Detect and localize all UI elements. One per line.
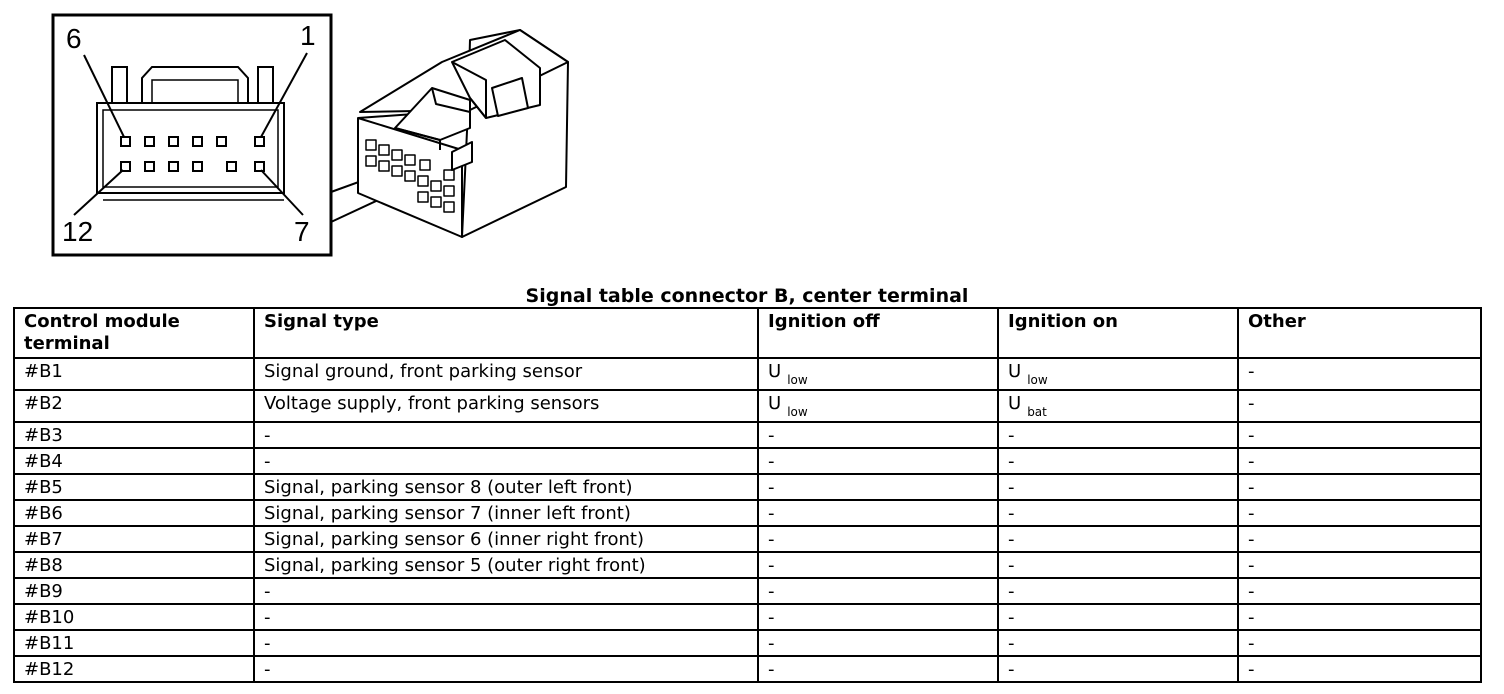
cell-signal: - [254,422,758,448]
cell-other: - [1238,448,1481,474]
cell-other: - [1238,630,1481,656]
cell-ignition-off: - [758,448,998,474]
header-ignition-off: Ignition off [758,308,998,358]
table-row [14,604,1481,630]
cell-other: - [1238,474,1481,500]
cell-terminal: #B12 [14,656,254,682]
pin-label-6: 6 [66,23,82,54]
value-subscript: low [1027,373,1048,387]
cell-signal: - [254,578,758,604]
cell-signal: Voltage supply, front parking sensors [254,390,758,422]
cell-ignition-off: - [758,552,998,578]
cell-ignition-off: - [758,422,998,448]
table-row [14,390,1481,422]
cell-signal: - [254,630,758,656]
table-row [14,578,1481,604]
pin-label-7: 7 [294,216,310,247]
cell-ignition-off: - [758,656,998,682]
cell-terminal: #B10 [14,604,254,630]
cell-terminal: #B5 [14,474,254,500]
cell-terminal: #B2 [14,390,254,422]
cell-signal: Signal, parking sensor 5 (outer right front) [254,552,758,578]
cell-ignition-on [998,358,1238,390]
cell-ignition-on: - [998,630,1238,656]
cell-ignition-off: - [758,526,998,552]
table-title: Signal table connector B, center terminal [525,285,969,307]
signal-table [13,307,1482,683]
cell-signal: - [254,656,758,682]
pin-label-12: 12 [62,216,94,247]
connector-3d-view [358,30,568,237]
cell-terminal: #B8 [14,552,254,578]
cell-ignition-on: - [998,422,1238,448]
table-header-row [14,308,1481,358]
table-row [14,552,1481,578]
cell-ignition-on: - [998,604,1238,630]
cell-signal: - [254,448,758,474]
cell-terminal: #B1 [14,358,254,390]
cell-terminal: #B3 [14,422,254,448]
connector-figure [0,0,620,270]
cell-ignition-on: - [998,656,1238,682]
value-symbol: U [768,393,782,414]
table-row [14,422,1481,448]
cell-other: - [1238,552,1481,578]
cell-signal: Signal, parking sensor 8 (outer left front) [254,474,758,500]
cell-ignition-on: - [998,578,1238,604]
cell-ignition-off: - [758,578,998,604]
value-symbol: U [768,361,782,382]
header-signal-type: Signal type [254,308,758,358]
cell-ignition-off: - [758,604,998,630]
cell-other: - [1238,390,1481,422]
cell-other: - [1238,526,1481,552]
header-ignition-on: Ignition on [998,308,1238,358]
table-row [14,526,1481,552]
cell-ignition-off [758,358,998,390]
cell-other: - [1238,422,1481,448]
cell-ignition-off: - [758,630,998,656]
table-row [14,448,1481,474]
cell-ignition-off: - [758,500,998,526]
cell-terminal: #B4 [14,448,254,474]
cell-signal: - [254,604,758,630]
cell-ignition-off [758,390,998,422]
cell-terminal: #B9 [14,578,254,604]
connector-front-view [53,15,331,255]
cell-other: - [1238,500,1481,526]
cell-ignition-on: - [998,526,1238,552]
cell-terminal: #B6 [14,500,254,526]
header-other: Other [1238,308,1481,358]
table-row [14,630,1481,656]
cell-ignition-on: - [998,552,1238,578]
value-symbol: U [1008,361,1022,382]
cell-other: - [1238,358,1481,390]
pin-label-1: 1 [300,20,316,51]
cell-other: - [1238,578,1481,604]
table-row [14,358,1481,390]
cell-signal: Signal ground, front parking sensor [254,358,758,390]
table-row [14,656,1481,682]
value-subscript: bat [1027,405,1047,419]
cell-ignition-on: - [998,500,1238,526]
cell-signal: Signal, parking sensor 7 (inner left front) [254,500,758,526]
cell-other: - [1238,604,1481,630]
cell-other: - [1238,656,1481,682]
cell-signal: Signal, parking sensor 6 (inner right front) [254,526,758,552]
value-subscript: low [787,405,808,419]
cell-ignition-on: - [998,474,1238,500]
cell-ignition-off: - [758,474,998,500]
cell-ignition-on [998,390,1238,422]
value-subscript: low [787,373,808,387]
cell-terminal: #B7 [14,526,254,552]
table-row [14,474,1481,500]
table-row [14,500,1481,526]
value-symbol: U [1008,393,1022,414]
cell-ignition-on: - [998,448,1238,474]
header-terminal: Control module terminal [14,308,254,358]
cell-terminal: #B11 [14,630,254,656]
